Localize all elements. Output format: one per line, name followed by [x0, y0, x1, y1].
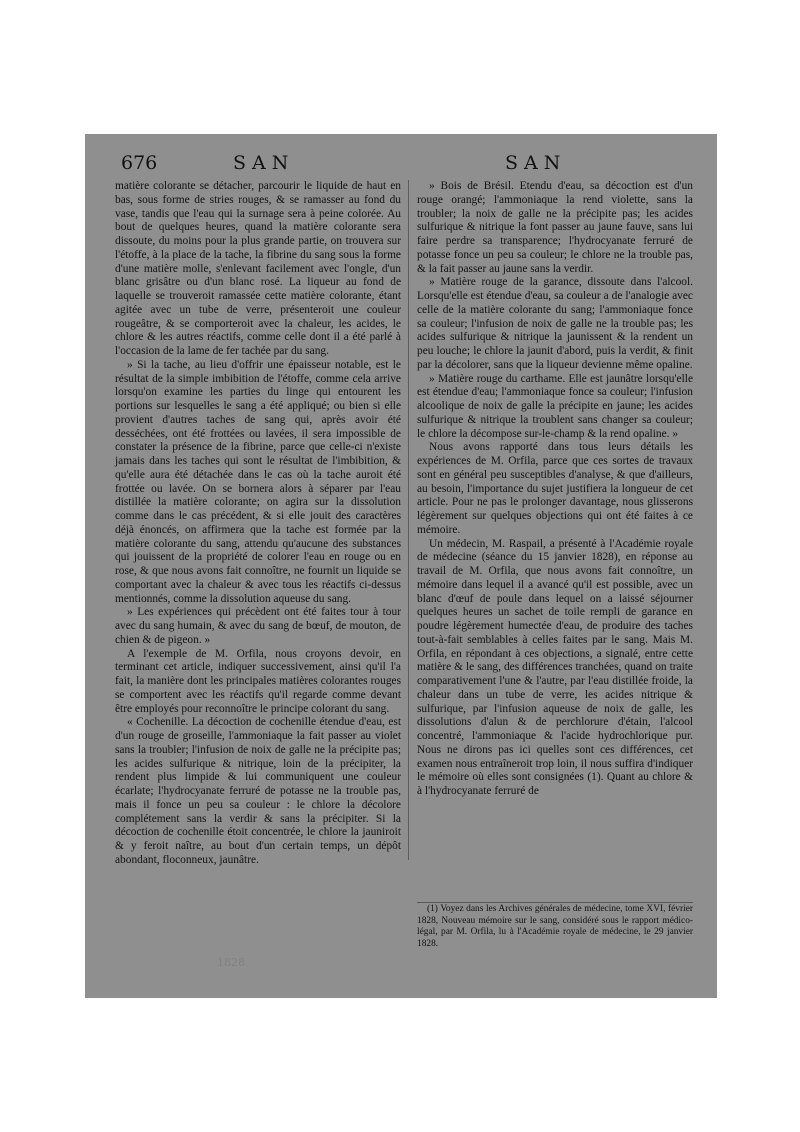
- scanned-page: [85, 134, 717, 998]
- paragraph: » Matière rouge du carthame. Elle est jaunâtre lorsqu'elle est étendue d'eau; l'ammoniaque fonce sa couleur; l'infusion alcoolique de noix de galle la précipite en jaune; les acides sulfurique & nitrique la troublent sans changer sa couleur; le chlore la décompose sur-le-champ & la rend opaline. »: [417, 372, 693, 440]
- right-running-title: SAN: [505, 152, 567, 174]
- running-header: [85, 152, 717, 180]
- page-number: 676: [121, 152, 158, 174]
- footnote-divider: [417, 902, 693, 903]
- paragraph: » Bois de Brésil. Etendu d'eau, sa décoction est d'un rouge orangé; l'ammoniaque la rend violette, sans la troubler; la noix de galle ne la précipite pas; les acides sulfurique & nitrique la font passer au jaune fauve, sans lui faire perdre sa transparence; l'hydrocyanate ferruré de potasse fonce un peu sa couleur; le chlore ne la trouble pas, & la fait passer au jaune sans la verdir.: [417, 180, 693, 275]
- footnote: [417, 904, 693, 950]
- paragraph: Nous avons rapporté dans tous leurs détails les expériences de M. Orfila, parce que ces sortes de travaux sont en général peu susceptibles d'analyse, & que d'ailleurs, au besoin, l'importance du sujet justifiera la longueur de cet article. Pour ne pas le prolonger davantage, nous glisserons légèrement sur quelques objections qui ont été faites à ce mémoire.: [417, 441, 693, 536]
- right-column: [417, 180, 693, 799]
- paragraph: A l'exemple de M. Orfila, nous croyons devoir, en terminant cet article, indiquer successivement, ainsi qu'il l'a fait, la manière dont les principales matières colorantes rouges se comportent avec les réactifs qu'il regarde comme devant être employés pour reconnoître le principe colorant du sang.: [115, 647, 401, 715]
- left-running-title: SAN: [233, 152, 295, 174]
- footnote-text: (1) Voyez dans les Archives générales de médecine, tome XVI, février 1828, Nouveau mémoire sur le sang, considéré sous le rapport médico-légal, par M. Orfila, lu à l'Académie royale de médecine, le 29 janvier 1828.: [417, 904, 693, 949]
- paragraph: « Cochenille. La décoction de cochenille étendue d'eau, est d'un rouge de groseille, l'ammoniaque la fait passer au violet sans la troubler; l'infusion de noix de galle ne la précipite pas; les acides sulfurique & nitrique, loin de la précipiter, la rendent plus limpide & lui communiquent une couleur écarlate; l'hydrocyanate ferruré de potasse ne la trouble pas, mais il fonce un peu sa couleur : le chlore la décolore complétement sans la verdir & sans la précipiter. Si la décoction de cochenille étoit concentrée, le chlore la jauniroit & y feroit naître, au bout d'un certain temps, un dépôt abondant, floconneux, jaunâtre.: [115, 716, 401, 866]
- paragraph: matière colorante se détacher, parcourir le liquide de haut en bas, sous forme de stries rouges, & se ramasser au fond du vase, tandis que l'eau qui la surnage sera à peine colorée. Au bout de quelques heures, quand la matière colorante sera dissoute, du moins pour la plus grande partie, on trouvera sur l'étoffe, à la place de la tache, la fibrine du sang sous la forme d'une matière molle, s'enlevant facilement avec l'ongle, d'un blanc grisâtre ou d'un blanc rosé. La liqueur au fond de laquelle se trouveroit ramassée cette matière colorante, étant agitée avec un tube de verre, présenteroit une couleur rougeâtre, & se comporteroit avec la chaleur, les acides, le chlore & les autres réactifs, comme celle dont il a été parlé à l'occasion de la lame de fer tachée par du sang.: [115, 180, 401, 357]
- paragraph: Un médecin, M. Raspail, a présenté à l'Académie royale de médecine (séance du 15 janvier 1828), en réponse au travail de M. Orfila, que nous avons fait connoître, un mémoire dans lequel il a avancé qu'il est possible, avec un blanc d'œuf de poule dans lequel on a laissé séjourner quelques heures un sachet de toile rempli de garance en poudre légèrement humectée d'eau, de produire des taches tout-à-fait semblables à celles faites par le sang. Mais M. Orfila, en répondant à ces objections, a signalé, entre cette matière & le sang, des différences tranchées, quand on traite comparativement l'une & l'autre, par l'eau distillée froide, la chaleur dans un tube de verre, les acides nitrique & sulfurique, par l'infusion aqueuse de noix de galle, les dissolutions d'alun & de perchlorure d'étain, l'alcool concentré, l'ammoniaque & l'acide hydrochlorique pur. Nous ne dirons pas ici quelles sont ces différences, cet examen nous entraîneroit trop loin, il nous suffira d'indiquer le mémoire où elles sont consignées (1). Quant au chlore & à l'hydrocyanate ferruré de: [417, 537, 693, 797]
- paragraph: » Matière rouge de la garance, dissoute dans l'alcool. Lorsqu'elle est étendue d'eau, sa couleur a de l'analogie avec celle de la matière colorante du sang; l'ammoniaque fonce sa couleur; l'infusion de noix de galle ne la trouble pas; les acides sulfurique & nitrique la jaunissent & la rendent un peu louche; le chlore la jaunit d'abord, puis la verdit, & finit par la décolorer, sans que la liqueur devienne même opaline.: [417, 276, 693, 371]
- column-divider: [408, 180, 409, 860]
- paragraph: » Si la tache, au lieu d'offrir une épaisseur notable, est le résultat de la simple imbibition de l'étoffe, comme cela arrive lorsqu'on examine les parties du linge qui entourent les portions sur lesquelles le sang a été appliqué; ou bien si elle provient d'autres taches de sang qui, après avoir été desséchées, ont été frottées ou lavées, il sera impossible de constater la présence de la fibrine, parce que celle-ci n'existe jamais dans les taches qui sont le résultat de l'imbibition, & qu'elle aura été détachée dans le cas où la tache auroit été frottée ou lavée. On se bornera alors à séparer par l'eau distillée la matière colorante; on agira sur la dissolution comme dans le cas précédent, & si elle jouit des caractères déjà énoncés, on affirmera que la tache est formée par la matière colorante du sang, attendu qu'aucune des substances qui jouissent de la propriété de colorer l'eau en rouge ou en rose, & que nous avons fait connoître, ne fournit un liquide se comportant avec la chaleur & avec tous les réactifs ci-dessus mentionnés, comme la dissolution aqueuse du sang.: [115, 358, 401, 605]
- left-column: [115, 180, 401, 868]
- faint-stamp: 1828: [217, 956, 245, 969]
- paragraph: » Les expériences qui précèdent ont été faites tour à tour avec du sang humain, & avec du sang de bœuf, de mouton, de chien & de pigeon. »: [115, 606, 401, 646]
